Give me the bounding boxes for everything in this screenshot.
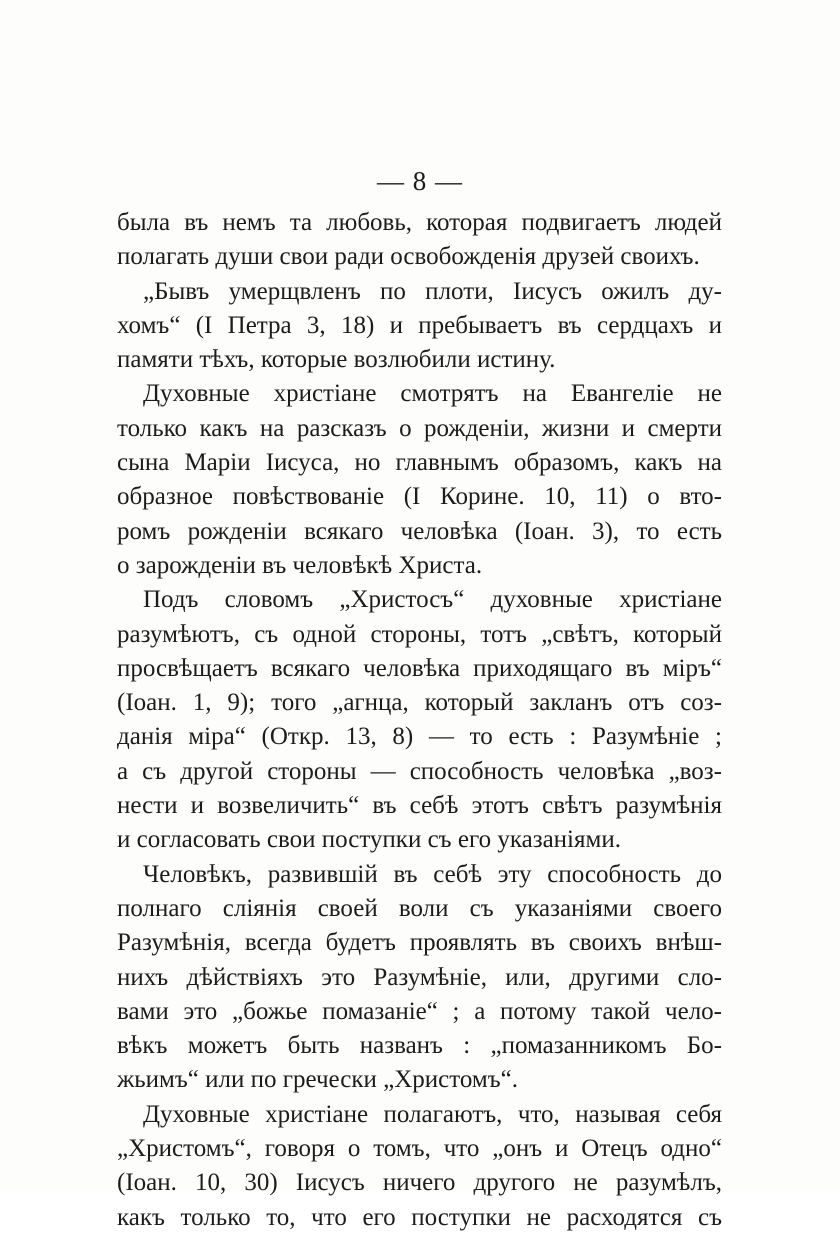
text-line: нихъ дѣйствіяхъ это Разумѣніе, или, другими сло- [117,963,722,991]
text-line: полагать души свои ради освобожденія друзей своихъ. [117,243,700,271]
text-line: а съ другой стороны — способность человѣка „воз- [117,757,722,785]
text-line: жьимъ“ или по гречески „Христомъ“. [117,1066,518,1094]
text-line: была въ немъ та любовь, которая подвигаетъ людей [117,209,722,236]
text-line: разумѣютъ, съ одной стороны, тотъ „свѣтъ, который [117,620,722,648]
text-line: только какъ на разсказъ о рожденіи, жизни и смерти [117,414,722,442]
text-line: Духовные христіане смотрятъ на Евангеліе не [143,380,722,408]
text-line: „Бывъ умерщвленъ по плоти, Іисусъ ожилъ ду- [143,277,722,305]
text-line: Подъ словомъ „Христосъ“ духовные христіане [143,586,722,614]
text-line: Духовные христіане полагаютъ, что, называя себя [143,1100,722,1128]
text-line: Разумѣнія, всегда будетъ проявлять въ своихъ внѣш- [117,929,722,957]
text-line: о зарожденіи въ человѣкѣ Христа. [117,551,483,579]
text-line: Человѣкъ, развившій въ себѣ эту способность до [143,860,722,888]
text-line: сына Маріи Іисуса, но главнымъ образомъ, какъ на [117,449,722,477]
page-number: — 8 — [377,166,463,196]
text-line: образное повѣствованіе (I Корине. 10, 11) о вто- [117,483,722,511]
text-line: нести и возвеличить“ въ себѣ этотъ свѣтъ разумѣнія [117,792,722,820]
text-line: памяти тѣхъ, которые возлюбили истину. [117,346,556,374]
text-line: просвѣщаетъ всякаго человѣка приходящаго въ міръ“ [117,654,722,682]
text-line: ромъ рожденіи всякаго человѣка (Іоан. 3), то есть [117,517,722,545]
text-line: „Христомъ“, говоря о томъ, что „онъ и Отецъ одно“ [117,1135,722,1163]
text-line: (Іоан. 1, 9); того „агнца, который закланъ отъ соз- [117,689,722,717]
text-line: и согласовать свои поступки съ его указаніями. [117,826,621,854]
text-line: (Іоан. 10, 30) Іисусъ ничего другого не разумѣлъ, [117,1169,722,1197]
text-line: какъ только то, что его поступки не расходятся съ [117,1203,722,1231]
text-line: вѣкъ можетъ быть названъ : „помазанникомъ Бо- [117,1032,722,1060]
page-body-text [117,206,722,1235]
text-line: полнаго слiянія своей воли съ указаніями своего [117,894,722,922]
text-line: данія міра“ (Откр. 13, 8) — то есть : Разумѣніе ; [117,723,722,751]
text-line: хомъ“ (I Петра 3, 18) и пребываетъ въ сердцахъ и [117,311,722,339]
text-line: вами это „божье помазаніе“ ; а потому такой чело- [117,997,722,1025]
